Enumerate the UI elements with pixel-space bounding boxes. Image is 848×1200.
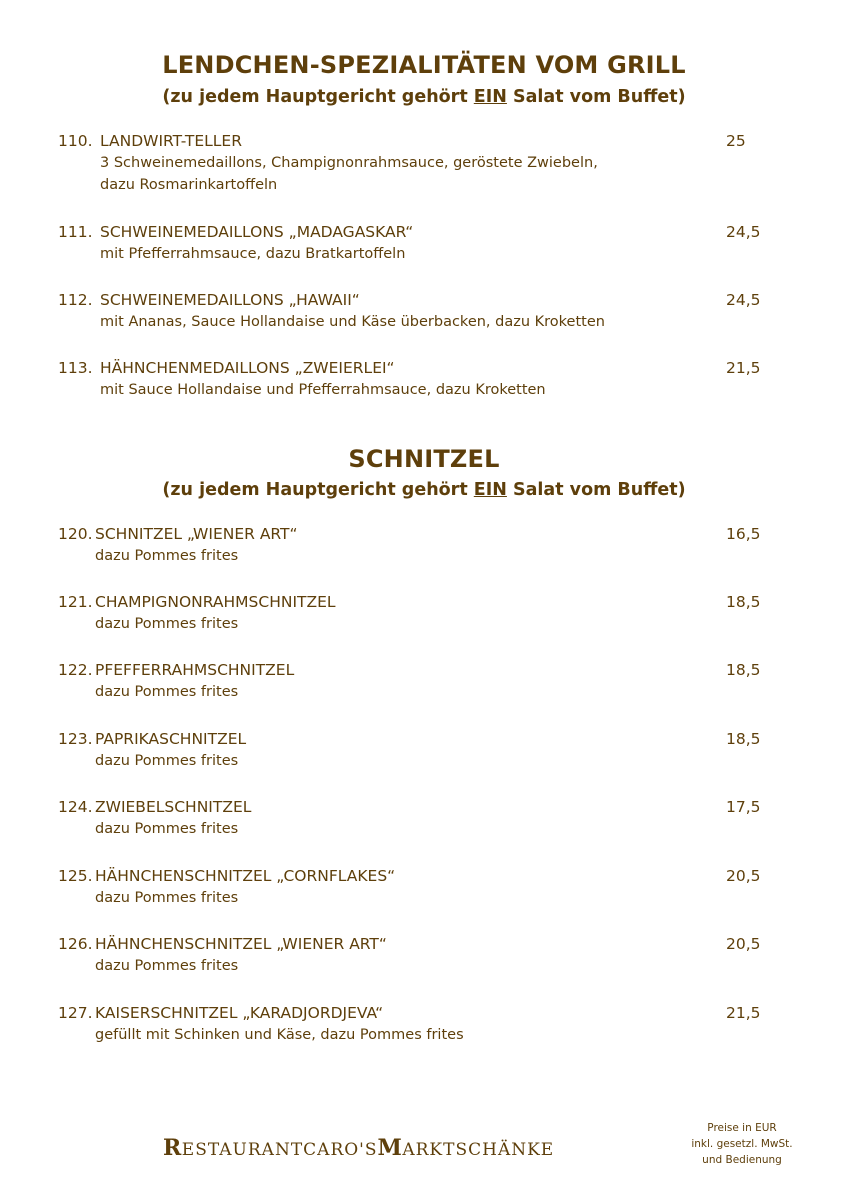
item-number: 126. — [58, 935, 93, 953]
item-number: 112. — [58, 291, 93, 309]
item-price: 20,5 — [726, 935, 761, 953]
item-number: 123. — [58, 730, 93, 748]
item-number: 111. — [58, 223, 93, 241]
item-price: 24,5 — [726, 223, 761, 241]
item-price: 21,5 — [726, 1004, 761, 1022]
item-description: gefüllt mit Schinken und Käse, dazu Pommes frites — [95, 1027, 464, 1043]
item-price: 20,5 — [726, 867, 761, 885]
item-name: HÄHNCHENSCHNITZEL „WIENER ART“ — [95, 935, 387, 953]
item-description: dazu Pommes frites — [95, 890, 239, 906]
subtitle-emphasis: EIN — [473, 87, 507, 107]
item-line — [58, 357, 778, 379]
item-description: dazu Pommes frites — [95, 684, 239, 700]
item-number: 127. — [58, 1004, 93, 1022]
item-price: 18,5 — [726, 730, 761, 748]
item-price: 21,5 — [726, 359, 761, 377]
item-description: dazu Pommes frites — [95, 548, 239, 564]
item-price: 24,5 — [726, 291, 761, 309]
menu-item — [58, 796, 778, 840]
item-description: dazu Rosmarinkartoffeln — [100, 177, 278, 193]
item-price: 18,5 — [726, 661, 761, 679]
item-number: 125. — [58, 867, 93, 885]
item-line — [58, 865, 778, 887]
item-line — [58, 659, 778, 681]
restaurant-logo — [163, 1130, 643, 1166]
item-line — [58, 289, 778, 311]
item-line — [58, 728, 778, 750]
item-description: dazu Pommes frites — [95, 958, 239, 974]
item-line — [58, 221, 778, 243]
item-description: 3 Schweinemedaillons, Champignonrahmsauce, geröstete Zwiebeln, — [100, 155, 598, 171]
menu-item — [58, 130, 778, 196]
item-description: dazu Pommes frites — [95, 616, 239, 632]
logo-text: ARKTSCHÄNKE — [402, 1140, 555, 1160]
section-subtitle — [0, 87, 848, 107]
menu-item — [58, 728, 778, 772]
item-name: PFEFFERRAHMSCHNITZEL — [95, 661, 295, 679]
item-line — [58, 796, 778, 818]
menu-item — [58, 523, 778, 567]
item-name: LANDWIRT-TELLER — [100, 132, 242, 150]
item-price: 18,5 — [726, 593, 761, 611]
price-note-line: inkl. gesetzl. MwSt. — [691, 1138, 793, 1150]
price-note-line: Preise in EUR — [707, 1122, 777, 1134]
item-description: dazu Pommes frites — [95, 821, 239, 837]
price-note — [680, 1120, 804, 1168]
item-name: SCHNITZEL „WIENER ART“ — [95, 525, 298, 543]
item-name: HÄHNCHENMEDAILLONS „ZWEIERLEI“ — [100, 359, 395, 377]
item-number: 122. — [58, 661, 93, 679]
item-price: 17,5 — [726, 798, 761, 816]
menu-item — [58, 289, 778, 333]
item-description: dazu Pommes frites — [95, 753, 239, 769]
item-line — [58, 1002, 778, 1024]
menu-item — [58, 865, 778, 909]
menu-item — [58, 591, 778, 635]
item-number: 121. — [58, 593, 93, 611]
item-line — [58, 130, 778, 152]
item-description: mit Pfefferrahmsauce, dazu Bratkartoffeln — [100, 246, 406, 262]
logo-text: ESTAURANT — [181, 1140, 304, 1160]
subtitle-text: (zu jedem Hauptgericht gehört — [162, 87, 474, 107]
section-subtitle — [0, 480, 848, 500]
item-line — [58, 591, 778, 613]
logo-letter: M — [377, 1135, 403, 1161]
menu-item — [58, 1002, 778, 1046]
subtitle-text: (zu jedem Hauptgericht gehört — [162, 480, 474, 500]
section-title: LENDCHEN-SPEZIALITÄTEN VOM GRILL — [162, 51, 686, 79]
item-name: PAPRIKASCHNITZEL — [95, 730, 247, 748]
subtitle-text: Salat vom Buffet) — [506, 87, 686, 107]
item-description: mit Sauce Hollandaise und Pfefferrahmsauce, dazu Kroketten — [100, 382, 546, 398]
logo-text: CARO'S — [303, 1140, 378, 1160]
item-line — [58, 933, 778, 955]
item-name: SCHWEINEMEDAILLONS „MADAGASKAR“ — [100, 223, 414, 241]
item-name: CHAMPIGNONRAHMSCHNITZEL — [95, 593, 336, 611]
menu-item — [58, 221, 778, 265]
menu-item — [58, 659, 778, 703]
price-note-line: und Bedienung — [702, 1154, 782, 1166]
item-number: 110. — [58, 132, 93, 150]
item-price: 25 — [726, 132, 746, 150]
item-number: 113. — [58, 359, 93, 377]
menu-item — [58, 933, 778, 977]
item-number: 120. — [58, 525, 93, 543]
item-name: KAISERSCHNITZEL „KARADJORDJEVA“ — [95, 1004, 384, 1022]
item-number: 124. — [58, 798, 93, 816]
menu-item — [58, 357, 778, 401]
item-description: mit Ananas, Sauce Hollandaise und Käse überbacken, dazu Kroketten — [100, 314, 605, 330]
subtitle-emphasis: EIN — [473, 480, 507, 500]
subtitle-text: Salat vom Buffet) — [506, 480, 686, 500]
item-name: HÄHNCHENSCHNITZEL „CORNFLAKES“ — [95, 867, 396, 885]
section-title: SCHNITZEL — [348, 445, 500, 473]
item-line — [58, 523, 778, 545]
logo-letter: R — [163, 1135, 182, 1161]
item-name: ZWIEBELSCHNITZEL — [95, 798, 252, 816]
item-name: SCHWEINEMEDAILLONS „HAWAII“ — [100, 291, 360, 309]
item-price: 16,5 — [726, 525, 761, 543]
